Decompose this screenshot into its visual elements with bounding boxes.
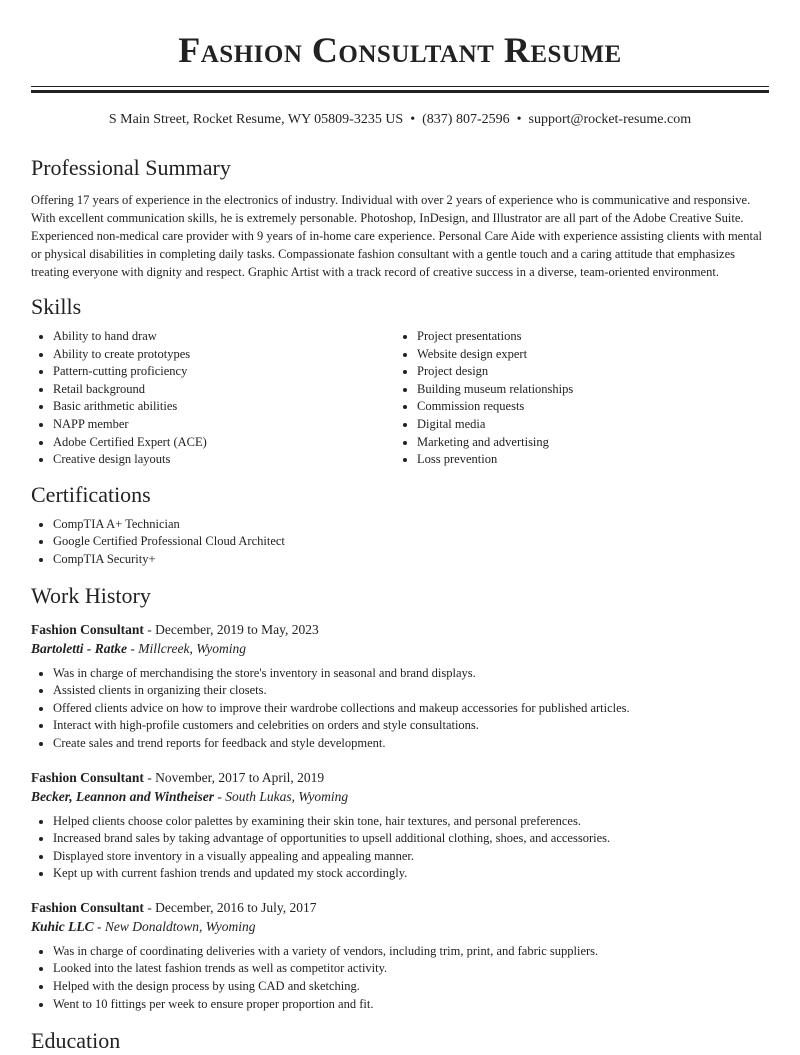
skills-section	[0, 293, 800, 469]
contact-separator: •	[410, 112, 416, 127]
job-bullets	[31, 943, 769, 1013]
job-title: Fashion Consultant	[31, 621, 144, 637]
contact-separator: •	[516, 112, 522, 127]
skill-item: • Basic arithmetic abilities	[53, 398, 395, 416]
certifications-list	[31, 516, 769, 569]
job-bullets	[31, 813, 769, 883]
job-company: Bartoletti - Ratke	[31, 640, 127, 656]
job-entry	[31, 768, 769, 883]
contact-email[interactable]: support@rocket-resume.com	[528, 112, 692, 127]
job-header	[31, 768, 769, 787]
skill-item: • Building museum relationships	[417, 381, 759, 399]
job-company: Kuhic LLC	[31, 918, 94, 934]
job-bullet: • Helped with the design process by using CAD and sketching.	[53, 978, 769, 996]
summary-section	[0, 154, 800, 281]
job-bullet: • Interact with high-profile customers and celebrities on orders and style consultations.	[53, 717, 769, 735]
job-header	[31, 620, 769, 639]
skills-right-list	[395, 328, 759, 469]
title-divider	[31, 86, 769, 93]
skill-item: • Adobe Certified Expert (ACE)	[53, 434, 395, 452]
contact-address: S Main Street, Rocket Resume, WY 05809-3235 US	[108, 112, 404, 127]
skill-item: • NAPP member	[53, 416, 395, 434]
divider-thin-line	[31, 86, 769, 87]
job-dates: - December, 2019 to May, 2023	[147, 621, 319, 637]
certification-item: • CompTIA A+ Technician	[53, 516, 769, 534]
resume-title: Fashion Consultant Resume	[178, 30, 622, 70]
job-entry	[31, 620, 769, 753]
job-location: - Millcreek, Wyoming	[130, 640, 246, 656]
job-bullets	[31, 665, 769, 753]
skills-left-list	[31, 328, 395, 469]
education-section	[0, 1027, 800, 1055]
job-bullet: • Went to 10 fittings per week to ensure proper proportion and fit.	[53, 996, 769, 1014]
skill-item: • Marketing and advertising	[417, 434, 759, 452]
contact-line	[0, 111, 800, 129]
divider-thick-line	[31, 90, 769, 93]
skill-item: • Creative design layouts	[53, 451, 395, 469]
job-bullet: • Helped clients choose color palettes by examining their skin tone, hair textures, and personal preferences.	[53, 813, 769, 831]
summary-heading: Professional Summary	[31, 155, 231, 180]
skills-right-column	[395, 328, 759, 469]
skill-item: • Project presentations	[417, 328, 759, 346]
job-company: Becker, Leannon and Wintheiser	[31, 788, 215, 804]
job-bullet: • Increased brand sales by taking advantage of opportunities to upsell additional clothing, shoes, and accessories.	[53, 830, 769, 848]
job-location: - South Lukas, Wyoming	[217, 788, 349, 804]
skill-item: • Digital media	[417, 416, 759, 434]
skill-item: • Ability to create prototypes	[53, 346, 395, 364]
job-dates: - December, 2016 to July, 2017	[147, 899, 317, 915]
job-dates: - November, 2017 to April, 2019	[147, 769, 325, 785]
skills-left-column	[31, 328, 395, 469]
job-employer	[31, 639, 769, 658]
skill-item: • Commission requests	[417, 398, 759, 416]
job-title: Fashion Consultant	[31, 769, 144, 785]
education-heading: Education	[31, 1028, 121, 1054]
job-title: Fashion Consultant	[31, 899, 144, 915]
job-employer	[31, 917, 769, 936]
work-history-heading: Work History	[31, 582, 151, 608]
job-bullet: • Displayed store inventory in a visually appealing and appealing manner.	[53, 848, 769, 866]
job-bullet: • Offered clients advice on how to improve their wardrobe collections and makeup accessories for published articles.	[53, 700, 769, 718]
job-entry	[31, 898, 769, 1013]
skill-item: • Ability to hand draw	[53, 328, 395, 346]
work-history-section	[0, 582, 800, 1014]
certification-item: • CompTIA Security+	[53, 551, 769, 569]
job-bullet: • Create sales and trend reports for feedback and style development.	[53, 735, 769, 753]
job-bullet: • Assisted clients in organizing their closets.	[53, 682, 769, 700]
skill-item: • Retail background	[53, 381, 395, 399]
job-bullet: • Was in charge of merchandising the store's inventory in seasonal and brand displays.	[53, 665, 769, 683]
skill-item: • Website design expert	[417, 346, 759, 364]
job-location: - New Donaldtown, Wyoming	[97, 918, 256, 934]
job-bullet: • Kept up with current fashion trends and updated my stock accordingly.	[53, 865, 769, 883]
job-header	[31, 898, 769, 917]
contact-phone: (837) 807-2596	[422, 112, 510, 127]
job-employer	[31, 787, 769, 806]
skills-columns	[31, 328, 769, 469]
skill-item: • Project design	[417, 363, 759, 381]
certification-item: • Google Certified Professional Cloud Architect	[53, 533, 769, 551]
certifications-section	[0, 481, 800, 569]
skill-item: • Pattern-cutting proficiency	[53, 363, 395, 381]
job-bullet: • Was in charge of coordinating deliveries with a variety of vendors, including trim, print, and fabric suppliers.	[53, 943, 769, 961]
summary-text: Offering 17 years of experience in the electronics of industry. Individual with over 2 years of experience who is communicative and responsive. With excellent communication skills, he is extremely personable. Photoshop, InDesign, and Illustrator are all part of the Adobe Creative Suite. Experienced non-medical care provider with 9 years of in-home care experience. Personal Care Aide with experience assisting clients with mental or physical disabilities in completing daily tasks. Compassionate fashion consultant with a gentle touch and a caring attitude that emphasizes treating everyone with dignity and respect. Graphic Artist with a track record of creative success in a diverse, team-oriented environment.	[31, 193, 762, 279]
job-bullet: • Looked into the latest fashion trends as well as competitor activity.	[53, 960, 769, 978]
skill-item: • Loss prevention	[417, 451, 759, 469]
skills-heading: Skills	[31, 294, 82, 319]
certifications-heading: Certifications	[31, 481, 151, 507]
